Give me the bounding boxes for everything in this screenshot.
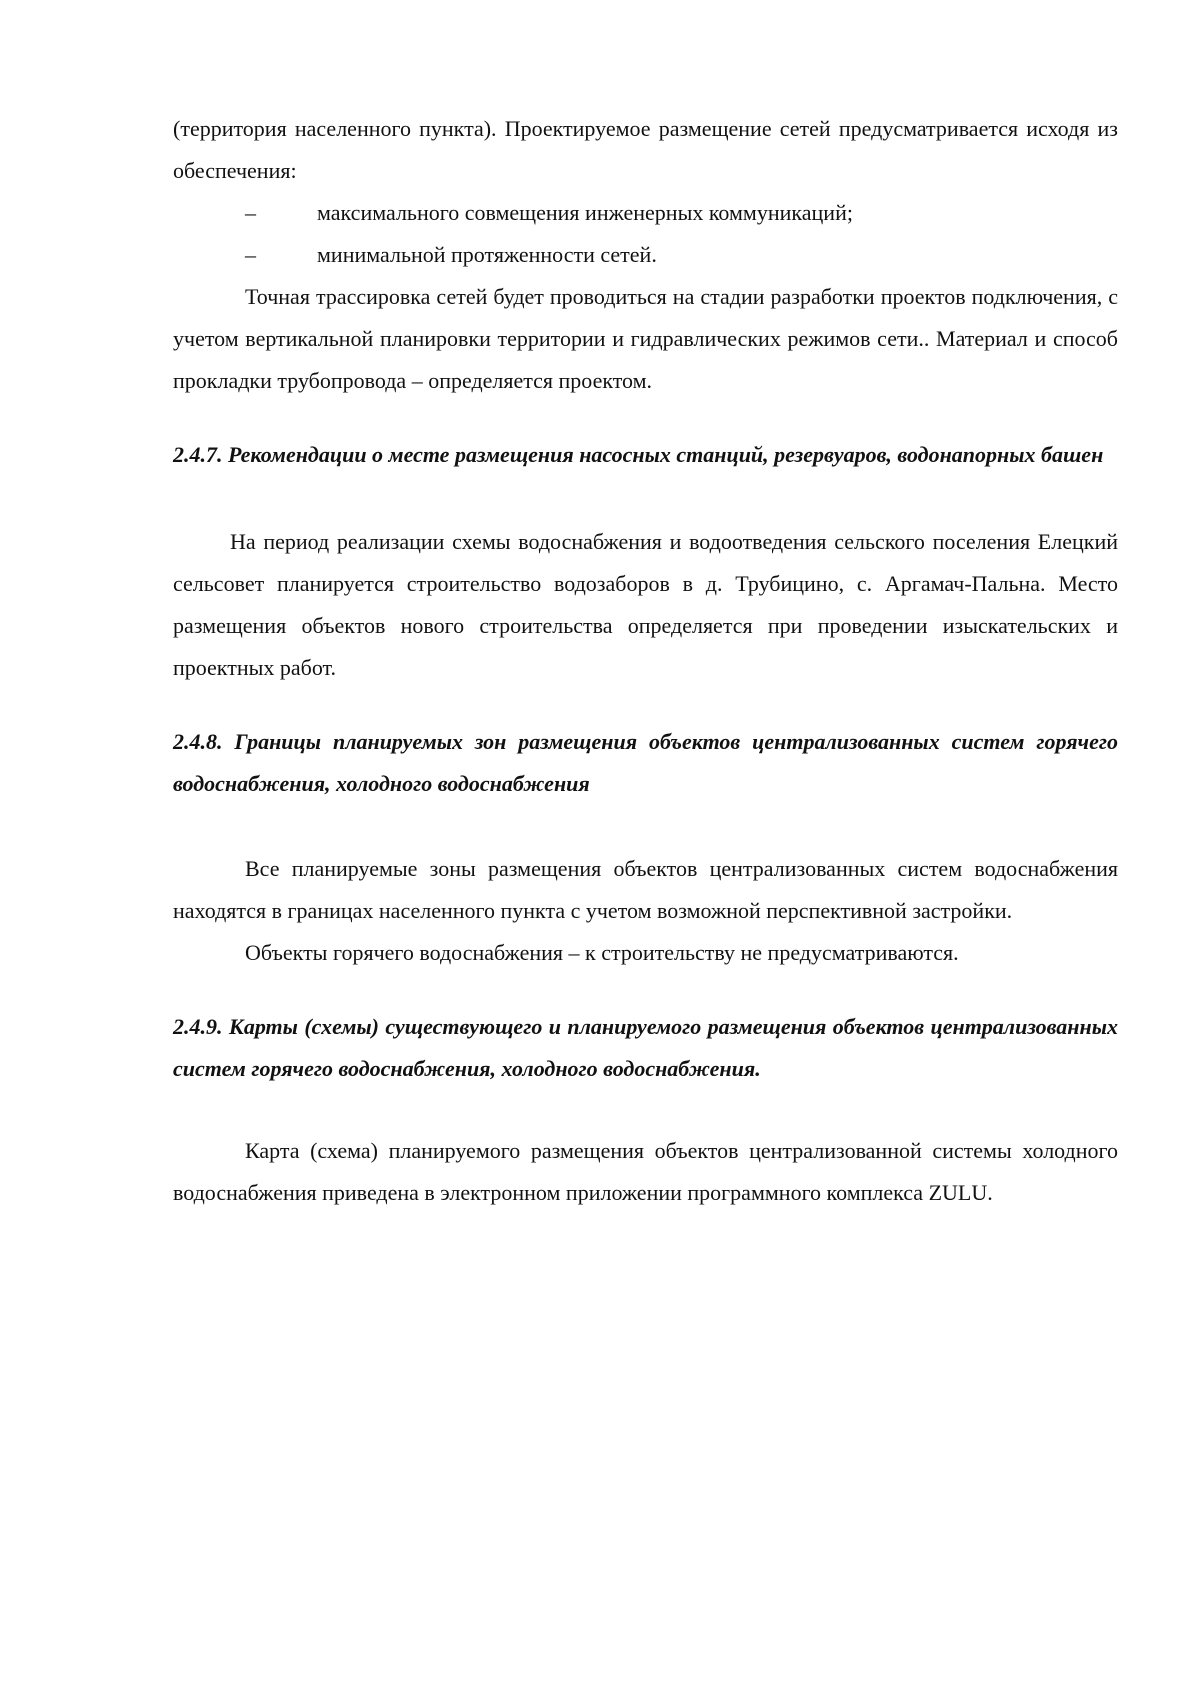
bullet-dash: – xyxy=(245,200,256,225)
list-item-text: минимальной протяженности сетей. xyxy=(317,242,657,267)
section-2-4-7-body: На период реализации схемы водоснабжения и водоотведения сельского поселения Елецкий сельсовет планируется строительство водозаборов в д. Трубицино, с. Аргамач-Пальна. Место размещения объектов нового строительства определяется при проведении изыскательских и проектных работ. xyxy=(173,529,1118,680)
list-item xyxy=(173,192,1118,234)
section-2-4-8-body: Все планируемые зоны размещения объектов централизованных систем водоснабжения находятся в границах населенного пункта с учетом возможной перспективной застройки. xyxy=(173,856,1118,923)
intro-paragraph: (территория населенного пункта). Проектируемое размещение сетей предусматривается исходя из обеспечения: xyxy=(173,116,1118,183)
section-2-4-8-note: Объекты горячего водоснабжения – к строительству не предусматриваются. xyxy=(245,940,959,965)
list-item xyxy=(173,234,1118,276)
section-heading-2-4-9: 2.4.9. Карты (схемы) существующего и планируемого размещения объектов централизованных систем горячего водоснабжения, холодного водоснабжения. xyxy=(173,1014,1118,1081)
routing-paragraph: Точная трассировка сетей будет проводиться на стадии разработки проектов подключения, с учетом вертикальной планировки территории и гидравлических режимов сети.. Материал и способ прокладки трубопровода – определяется проектом. xyxy=(173,284,1118,393)
section-heading-2-4-8: 2.4.8. Границы планируемых зон размещения объектов централизованных систем горячего водоснабжения, холодного водоснабжения xyxy=(173,729,1118,796)
document-page xyxy=(173,108,1118,1214)
list-item-text: максимального совмещения инженерных коммуникаций; xyxy=(317,200,853,225)
bullet-dash: – xyxy=(245,242,256,267)
section-heading-2-4-7: 2.4.7. Рекомендации о месте размещения насосных станций, резервуаров, водонапорных башен xyxy=(173,442,1104,467)
section-2-4-9-body: Карта (схема) планируемого размещения объектов централизованной системы холодного водоснабжения приведена в электронном приложении программного комплекса ZULU. xyxy=(173,1138,1118,1205)
